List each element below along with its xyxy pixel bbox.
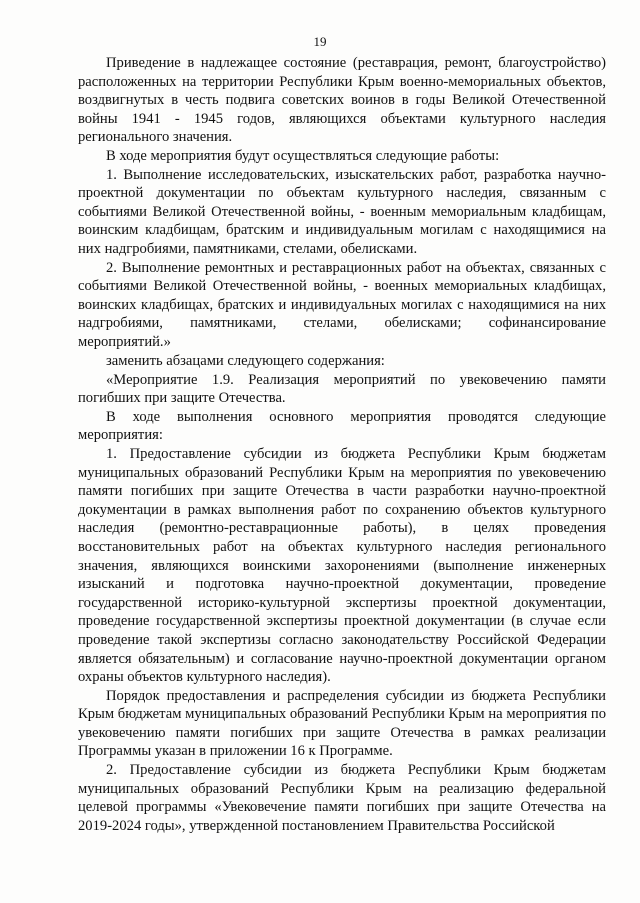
paragraph-procedure: Порядок предоставления и распределения субсидии из бюджета Республики Крым бюджетам муниципальных образований Республики Крым на мероприятия по увековечению памяти погибших при защите Отечества в рамках реализации Программы указан в приложении 16 к Программе. bbox=[78, 687, 606, 760]
paragraph-works-heading: В ходе мероприятия будут осуществляться следующие работы: bbox=[106, 147, 500, 164]
paragraph-measure-1-9: «Мероприятие 1.9. Реализация мероприятий по увековечению памяти погибших при защите Отечества. bbox=[78, 371, 606, 407]
paragraph-item-1: 1. Выполнение исследовательских, изыскательских работ, разработка научно-проектной документации по объектам культурного наследия, связанным с событиями Великой Отечественной войны, - военным мемориальным кладбищам, воинским кладбищам, братским и индивидуальным могилам с находящимися на них надгробиями, памятниками, стелами, обелисками. bbox=[78, 166, 606, 257]
paragraph-measures-intro: В ходе выполнения основного мероприятия проводятся следующие мероприятия: bbox=[78, 408, 606, 444]
paragraph-intro: Приведение в надлежащее состояние (реставрация, ремонт, благоустройство) расположенных на территории Республики Крым военно-мемориальных объектов, воздвигнутых в честь подвига советских воинов в годы Великой Отечественной войны 1941 - 1945 годов, являющихся объектами культурного наследия регионального значения. bbox=[78, 55, 606, 146]
paragraph-subsidy-2: 2. Предоставление субсидии из бюджета Республики Крым бюджетам муниципальных образований Республики Крым на реализацию федеральной целевой программы «Увековечение памяти погибших при защите Отечества на 2019-2024 годы», утвержденной постановлением Правительства Российской bbox=[78, 762, 606, 834]
paragraph-subsidy-1: 1. Предоставление субсидии из бюджета Республики Крым бюджетам муниципальных образований Республики Крым на мероприятия по увековечению памяти погибших при защите Отечества в части разработки научно-проектной документации в рамках выполнения работ по сохранению объектов культурного наследия (ремонтно-реставрационные работы), в целях проведения восстановительных работ на объектах культурного наследия регионального значения, являющихся воинскими захоронениями (выполнение инженерных изысканий и подготовка научно-проектной документации, проведение государственной историко-культурной экспертизы проектной документации, проведение государственной экспертизы проектной документации (в случае если проведение такой экспертизы согласно законодательству Российской Федерации является обязательным) и согласование научно-проектной документации органом охраны объектов культурного наследия). bbox=[78, 445, 606, 686]
text-block-top bbox=[78, 54, 606, 352]
page-number: 19 bbox=[313, 34, 327, 49]
paragraph-replace: заменить абзацами следующего содержания: bbox=[106, 353, 385, 369]
paragraph-item-2: 2. Выполнение ремонтных и реставрационных работ на объектах, связанных с событиями Великой Отечественной войны, - военных мемориальных кладбищах, воинских кладбищах, братских и индивидуальных могилах с находящимися на них надгробиями, памятниками, стелами, обелисками; софинансирование мероприятий.» bbox=[78, 259, 606, 350]
text-block-bottom bbox=[78, 352, 606, 835]
